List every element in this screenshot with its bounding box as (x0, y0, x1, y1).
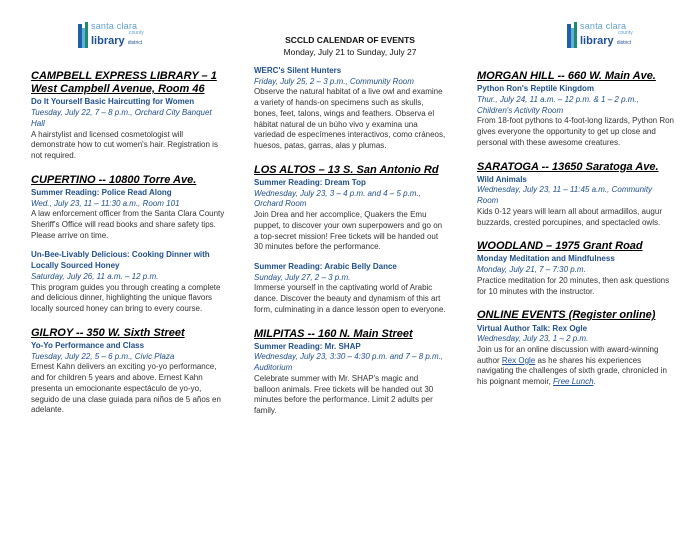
event-description: Immerse yourself in the captivating world of Arabic dance. Discover the beauty and dynamism of this art form, culminating in a dance lesson open to everyone. (254, 283, 446, 314)
desc-part-a: Join us for an online discussion with award-winning author (477, 344, 659, 365)
location-heading: CAMPBELL EXPRESS LIBRARY – 1 West Campbell Avenue, Room 46 (31, 70, 217, 96)
location-heading: SARATOGA -- 13650 Saratoga Ave. (477, 160, 659, 173)
logo-line3: library (580, 35, 614, 47)
event-when: Wednesday, July 23, 3 – 4 p.m. and 4 – 5 p.m., Orchard Room (254, 188, 421, 209)
event-item (254, 66, 446, 152)
event-when: Wednesday, July 23, 3:30 – 4:30 p.m. and 7 – 8 p.m., Auditorium (254, 352, 444, 373)
event-when: Wednesday, July 23, 1 – 2 p.m. (477, 334, 589, 344)
event-when: Thur., July 24, 11 a.m. – 12 p.m. & 1 – 2 p.m., Children's Activity Room (477, 94, 639, 115)
location-heading: WOODLAND – 1975 Grant Road (477, 240, 643, 253)
location-heading: ONLINE EVENTS (Register online) (477, 309, 656, 322)
page-title: SCCLD CALENDAR OF EVENTS (285, 35, 415, 45)
column-2 (254, 66, 446, 417)
event-description: Observe the natural habitat of a live owl and examine a variety of hands-on specimens such as skulls, bones, feet, talons, wings and feathers. Observa el hábitat natural de un búho vivo y examina una variedad de especímenes interactivos, como cráneos, huesos, patas, garras, alas y plumas. (254, 87, 446, 151)
author-link[interactable]: Rex Ogle (501, 355, 536, 365)
desc-part-c: . (593, 377, 596, 387)
event-when: Wednesday, July 23, 11 – 11:45 a.m., Community Room (477, 185, 653, 206)
event-description: Join Drea and her accomplice, Quakers the Emu puppet, to discover your own superpowers and go on a top-secret mission! Free tickets will be handed out 30 minutes before the performance. (254, 210, 443, 252)
event-title: Monday Meditation and Mindfulness (477, 254, 615, 264)
page-header (240, 35, 460, 57)
location-heading: MILPITAS -- 160 N. Main Street (254, 327, 413, 340)
event-title: Do It Yourself Basic Haircutting for Women (31, 97, 195, 107)
event-description: From 18-foot pythons to 4-foot-long lizards, Python Ron gives everyone the opportunity to get up close and personal with these awesome creatures. (477, 116, 674, 147)
logo-line2: county (129, 30, 144, 36)
event-title: Summer Reading: Arabic Belly Dance (254, 261, 397, 271)
event-item (254, 262, 446, 316)
book-link[interactable]: Free Lunch (553, 377, 594, 387)
library-logo-right (567, 22, 633, 48)
event-title: Summer Reading: Police Read Along (31, 187, 172, 197)
logo-line4: district (616, 40, 632, 46)
event-when: Tuesday, July 22, 7 – 8 p.m., Orchard City Banquet Hall (31, 108, 212, 128)
logo-line1: santa clara (91, 21, 138, 31)
event-title: Un-Bee-Livably Delicious: Cooking Dinner with Locally Sourced Honey (31, 250, 210, 271)
event-description: Practice meditation for 20 minutes, then ask questions for 10 minutes with the instructor. (477, 275, 670, 296)
event-description: This program guides you through creating a complete and delicious dinner, highlighting the unique flavors locally sourced honey can bring to every course. (31, 282, 221, 314)
event-when: Saturday, July 26, 11 a.m. – 12 p.m. (31, 271, 159, 281)
event-when: Friday, July 25, 2 – 3 p.m., Community Room (254, 76, 414, 86)
event-title: Yo-Yo Performance and Class (31, 340, 145, 350)
event-item (31, 250, 227, 314)
event-description: Ernest Kahn delivers an exciting yo-yo performance, and for children 5 years and above. Ernest Kahn presenta un emocionante espectáculo de yo-yo, seguido de una clase guiada para niños de 5 años en adelante. (31, 362, 221, 415)
book-spines-icon (78, 22, 88, 48)
event-description: A law enforcement officer from the Santa Clara County Sheriff's Office will read books and share safety tips. Please arrive on time. (31, 209, 225, 240)
event-item (477, 254, 675, 297)
desc-part-b: as he shares his experiences navigating the challenges of sixth grade, chronicled in his poignant memoir, (477, 355, 667, 387)
event-when: Tuesday, July 22, 5 – 6 p.m., Civic Plaza (31, 351, 175, 361)
event-description: Celebrate summer with Mr. SHAP's magic and balloon animals. Free tickets will be handed out 30 minutes before the performance. Limit 2 adults per family. (254, 373, 434, 416)
logo-line2: county (618, 30, 633, 36)
event-title: Summer Reading: Mr. SHAP (254, 341, 361, 351)
event-item (254, 342, 446, 417)
event-title: Virtual Author Talk: Rex Ogle (477, 323, 588, 333)
logo-line3: library (91, 35, 125, 47)
location-heading: GILROY -- 350 W. Sixth Street (31, 326, 185, 339)
location-heading: LOS ALTOS – 13 S. San Antonio Rd (254, 163, 439, 176)
column-1 (31, 70, 227, 416)
event-item (31, 97, 227, 161)
logo-line1: santa clara (580, 21, 627, 31)
column-3 (477, 70, 675, 388)
event-item (477, 324, 675, 388)
event-description: A hairstylist and licensed cosmetologist will demonstrate how to cut women's hair. Registration is not required. (31, 129, 218, 160)
event-item (31, 341, 227, 416)
event-item (477, 175, 675, 229)
book-spines-icon (567, 22, 577, 48)
event-description: Kids 0-12 years will learn all about armadillos, augur buzzards, crested porcupines, and spectacled owls. (477, 206, 662, 227)
event-title: Python Ron's Reptile Kingdom (477, 84, 595, 94)
event-title: Summer Reading: Dream Top (254, 177, 366, 187)
location-heading: MORGAN HILL -- 660 W. Main Ave. (477, 70, 656, 82)
event-title: Wild Animals (477, 174, 527, 184)
page-subtitle: Monday, July 21 to Sunday, July 27 (283, 47, 417, 57)
event-item (31, 188, 227, 242)
event-when: Monday, July 21, 7 – 7:30 p.m. (477, 265, 586, 275)
library-logo-left (78, 22, 144, 48)
location-heading: CUPERTINO -- 10800 Torre Ave. (31, 173, 197, 186)
event-description (477, 345, 675, 388)
logo-line4: district (127, 40, 143, 46)
event-item (254, 178, 446, 253)
event-item (477, 84, 675, 148)
event-title: WERC's Silent Hunters (254, 66, 342, 75)
event-when: Wed., July 23, 11 – 11:30 a.m., Room 101 (31, 198, 180, 208)
event-when: Sunday, July 27, 2 – 3 p.m. (254, 272, 351, 282)
